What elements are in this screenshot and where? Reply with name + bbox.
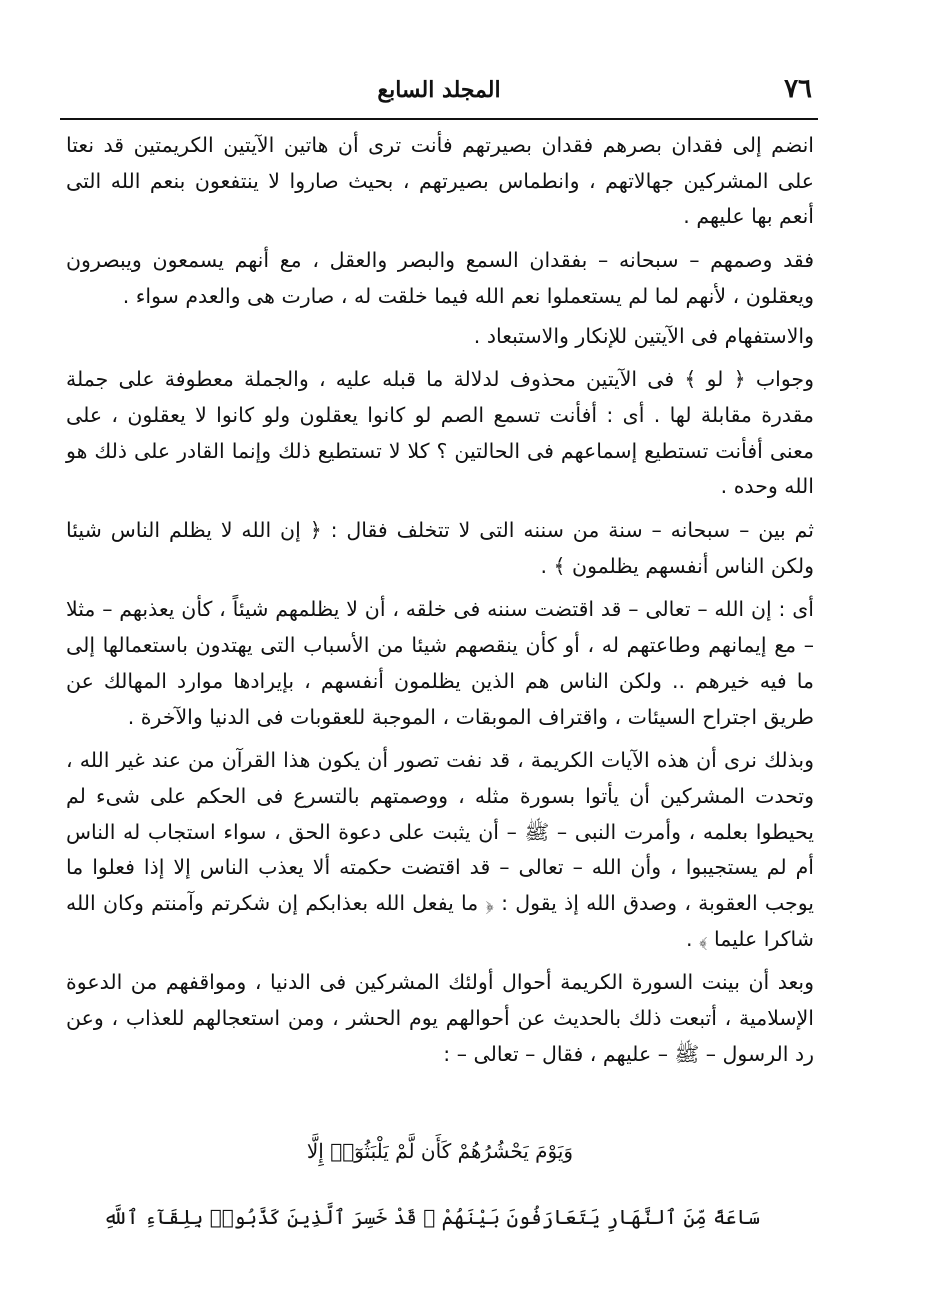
paragraph: أى : إن الله – تعالى – قد اقتضت سننه فى خلقه ، أن لا يظلمهم شيئاً ، كأن يعذبهم – مثلا – مع إيمانهم وطاعتهم له ، أو كأن ينقصهم شيئا من الأسباب التى يهتدون باستعمالها إلى ما فيه خيرهم .. ولكن الناس هم الذين يظلمون أنفسهم ، بإيرادها موارد المهالك عن طريق اجتراح السيئات ، واقتراف الموبقات ، الموجبة للعقوبات فى الدنيا والآخرة .	[66, 597, 814, 729]
verse-line: وَيَوْمَ يَحْشُرُهُمْ كَأَن لَّمْ يَلْبَثُوٓا۟ إِلَّا	[306, 1139, 574, 1163]
paragraph: والاستفهام فى الآيتين للإنكار والاستبعاد .	[473, 323, 814, 348]
paragraph: انضم إلى فقدان بصرهم فقدان بصيرتهم فأنت ترى أن هاتين الآيتين الكريمتين قد نعتا على المشركين جهالاتهم ، وانطماس بصيرتهم ، بحيث صاروا لا ينتفعون بنعم الله التى أنعم بها عليهم .	[66, 133, 814, 229]
paragraph: وبذلك نرى أن هذه الآيات الكريمة ، قد نفت تصور أن يكون هذا القرآن من عند غير الله ، وتحدت المشركين أن يأتوا بسورة مثله ، ووصمتهم بالتسرع فى الحكم على شىء لم يحيطوا بعلمه ، وأمرت النبى – ﷺ – أن يثبت على دعوة الحق ، سواء استجاب له الناس أم لم يستجيبوا ، وأن الله – تعالى – قد اقتضت حكمته ألا يعذب الناس إلا إذا فعلوا ما يوجب العقوبة ، وصدق الله إذ يقول : ﴿ ما يفعل الله بعذابكم إن شكرتم وآمنتم وكان الله شاكرا عليما ﴾ .	[66, 748, 814, 951]
paragraph: ثم بين – سبحانه – سنة من سننه التى لا تتخلف فقال : ﴿ إن الله لا يظلم الناس شيئا ولكن الناس أنفسهم يظلمون ﴾ .	[66, 518, 814, 578]
body-text	[66, 128, 814, 1073]
quran-verse	[103, 1118, 760, 1250]
running-title: المجلد السابع	[377, 77, 501, 103]
paragraph: وجواب ﴿ لو ﴾ فى الآيتين محذوف لدلالة ما قبله عليه ، والجملة معطوفة على جملة مقدرة مقابلة لها . أى : أفأنت تسمع الصم لو كانوا يعقلون ولو كانوا لا يعقلون ، على معنى أفأنت تستطيع إسماعهم فى الحالتين ؟ كلا لا تستطيع ذلك وإنما القادر على ذلك هو الله وحده .	[66, 367, 814, 499]
page-number: ٧٦	[784, 74, 812, 104]
paragraph: وبعد أن بينت السورة الكريمة أحوال أولئك المشركين فى الدنيا ، ومواقفهم من الدعوة الإسلامية ، أتبعت ذلك بالحديث عن أحوالهم يوم الحشر ، ومن استعجالهم للعذاب ، وعن رد الرسول – ﷺ – عليهم ، فقال – تعالى – :	[66, 970, 814, 1066]
page-header	[60, 74, 818, 110]
paragraph: فقد وصمهم – سبحانه – بفقدان السمع والبصر والعقل ، مع أنهم يسمعون ويبصرون ويعقلون ، لأنهم لما لم يستعملوا نعم الله فيما خلقت له ، صارت هى والعدم سواء .	[66, 248, 814, 308]
verse-line: سَاعَةً مِّنَ ٱلنَّهَارِ يَتَعَارَفُونَ بَيْنَهُمْ ۚ قَدْ خَسِرَ ٱلَّذِينَ كَذَّبُوا۟ بِلِقَآءِ ٱللَّهِ	[103, 1205, 760, 1229]
header-divider	[60, 118, 818, 120]
